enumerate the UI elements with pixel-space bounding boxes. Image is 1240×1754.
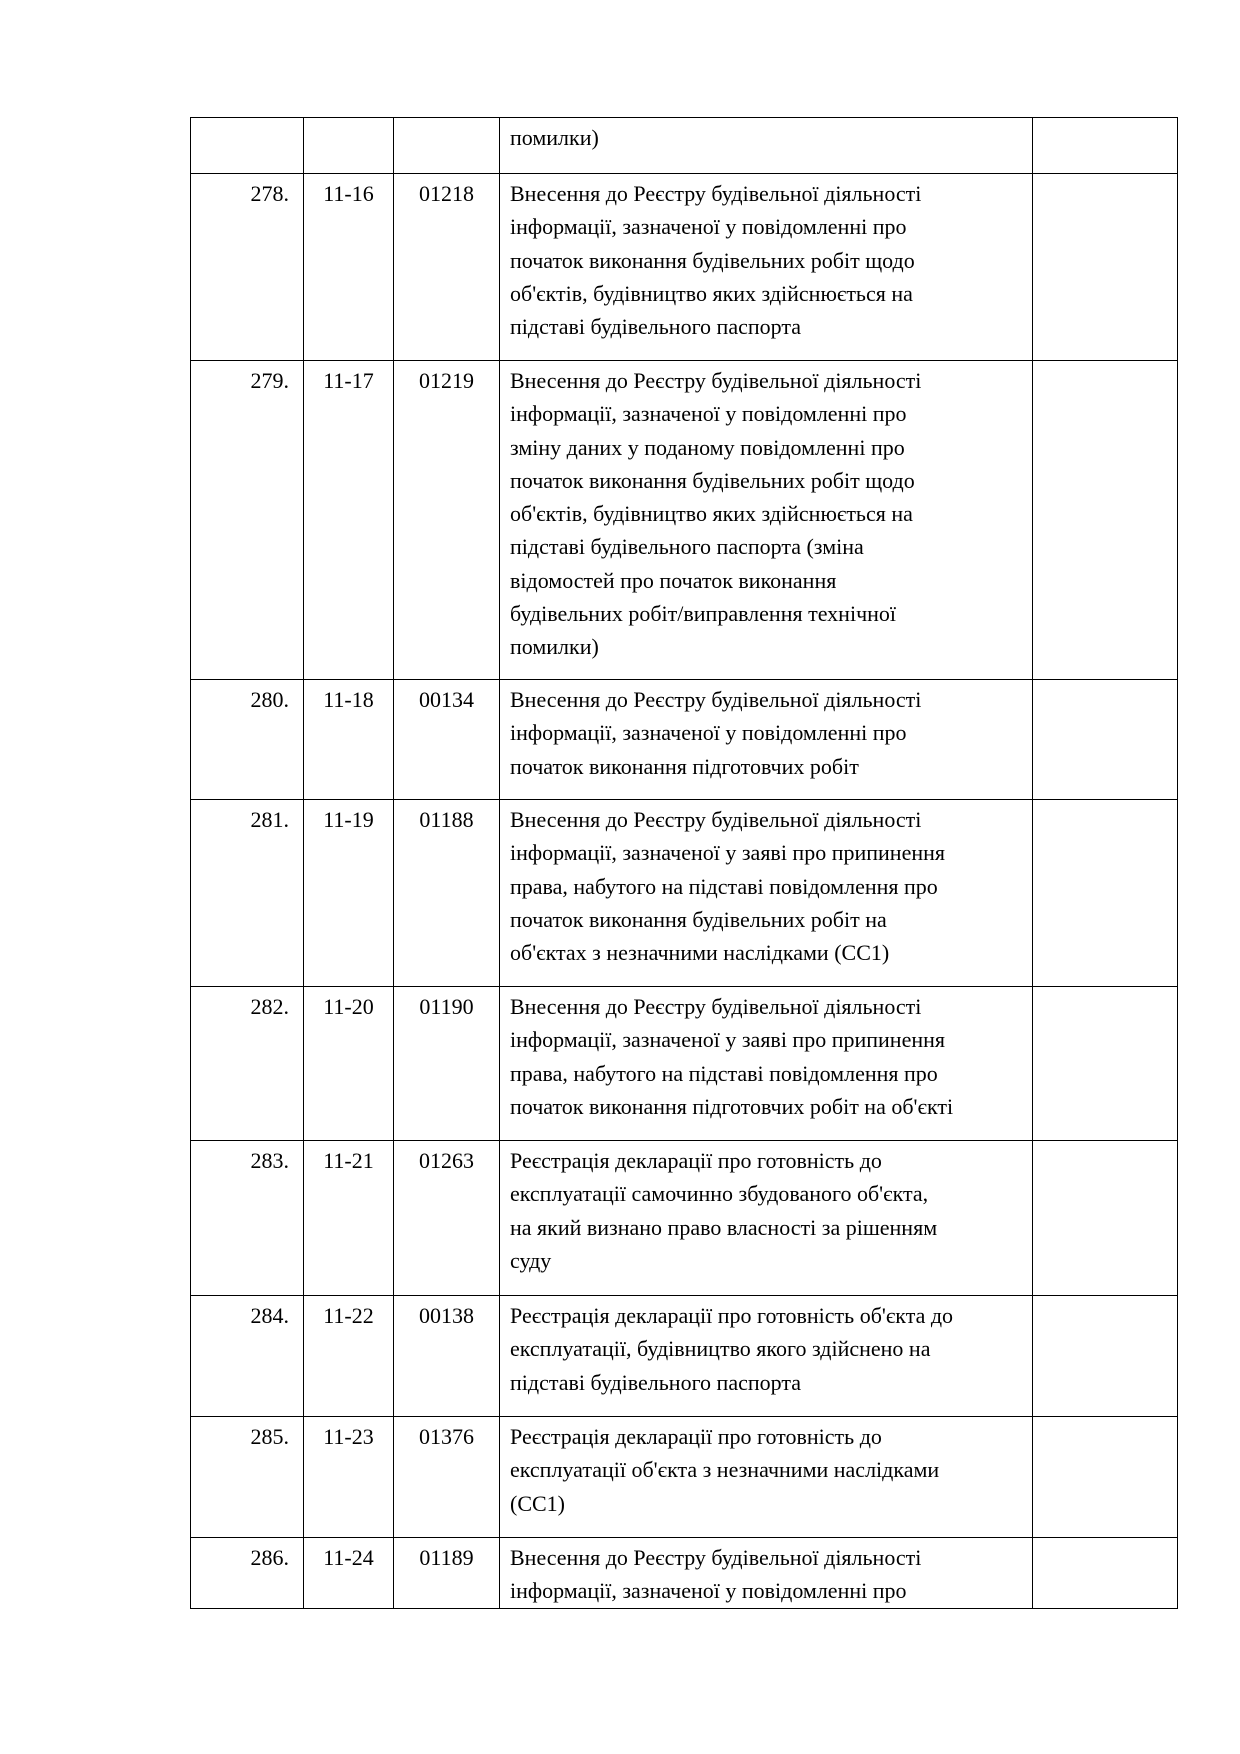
service-description: Реєстрація декларації про готовність до експлуатації об'єкта з незначними наслідками (СС1) xyxy=(500,1417,1033,1538)
service-code: 00134 xyxy=(394,680,500,800)
row-number: 279. xyxy=(191,361,304,680)
service-code: 01376 xyxy=(394,1417,500,1538)
row-number xyxy=(191,118,304,174)
service-description: Внесення до Реєстру будівельної діяльності інформації, зазначеної у повідомленні про зміну даних у поданому повідомленні про початок виконання будівельних робіт щодо об'єктів, будівництво яких здійснюється на підставі будівельного паспорта (зміна відомостей про початок виконання будівельних робіт/виправлення технічної помилки) xyxy=(500,361,1033,680)
row-code: 11-19 xyxy=(304,800,394,987)
service-description: Внесення до Реєстру будівельної діяльності інформації, зазначеної у заяві про припинення права, набутого на підставі повідомлення про початок виконання підготовчих робіт на об'єкті xyxy=(500,987,1033,1141)
row-code: 11-24 xyxy=(304,1538,394,1609)
row-number: 286. xyxy=(191,1538,304,1609)
notes-cell xyxy=(1033,361,1178,680)
service-code: 01263 xyxy=(394,1141,500,1296)
service-description: помилки) xyxy=(500,118,1033,174)
notes-cell xyxy=(1033,1141,1178,1296)
table-row xyxy=(191,1538,1178,1609)
row-number: 283. xyxy=(191,1141,304,1296)
row-number: 278. xyxy=(191,174,304,361)
table-row xyxy=(191,118,1178,174)
service-description: Внесення до Реєстру будівельної діяльності інформації, зазначеної у заяві про припинення права, набутого на підставі повідомлення про початок виконання будівельних робіт на об'єктах з незначними наслідками (СС1) xyxy=(500,800,1033,987)
service-code xyxy=(394,118,500,174)
notes-cell xyxy=(1033,680,1178,800)
service-description: Реєстрація декларації про готовність до експлуатації самочинно збудованого об'єкта, на який визнано право власності за рішенням суду xyxy=(500,1141,1033,1296)
service-code: 01190 xyxy=(394,987,500,1141)
table-row xyxy=(191,174,1178,361)
row-code xyxy=(304,118,394,174)
row-number: 280. xyxy=(191,680,304,800)
table-row xyxy=(191,1417,1178,1538)
table-row xyxy=(191,361,1178,680)
service-description: Внесення до Реєстру будівельної діяльності інформації, зазначеної у повідомленні про початок виконання будівельних робіт щодо об'єктів, будівництво яких здійснюється на підставі будівельного паспорта xyxy=(500,174,1033,361)
notes-cell xyxy=(1033,174,1178,361)
notes-cell xyxy=(1033,118,1178,174)
service-description: Внесення до Реєстру будівельної діяльності інформації, зазначеної у повідомленні про початок виконання підготовчих робіт xyxy=(500,680,1033,800)
row-code: 11-23 xyxy=(304,1417,394,1538)
row-code: 11-16 xyxy=(304,174,394,361)
row-number: 285. xyxy=(191,1417,304,1538)
table-row xyxy=(191,800,1178,987)
service-code: 01188 xyxy=(394,800,500,987)
service-code: 01189 xyxy=(394,1538,500,1609)
row-code: 11-18 xyxy=(304,680,394,800)
notes-cell xyxy=(1033,987,1178,1141)
service-code: 00138 xyxy=(394,1296,500,1417)
notes-cell xyxy=(1033,1538,1178,1609)
service-description: Реєстрація декларації про готовність об'єкта до експлуатації, будівництво якого здійснено на підставі будівельного паспорта xyxy=(500,1296,1033,1417)
row-number: 282. xyxy=(191,987,304,1141)
row-code: 11-22 xyxy=(304,1296,394,1417)
table-row xyxy=(191,680,1178,800)
services-table xyxy=(190,117,1178,1609)
service-description: Внесення до Реєстру будівельної діяльності інформації, зазначеної у повідомленні про xyxy=(500,1538,1033,1609)
table-row xyxy=(191,1141,1178,1296)
row-code: 11-17 xyxy=(304,361,394,680)
notes-cell xyxy=(1033,1417,1178,1538)
notes-cell xyxy=(1033,1296,1178,1417)
row-code: 11-20 xyxy=(304,987,394,1141)
table-row xyxy=(191,1296,1178,1417)
service-code: 01218 xyxy=(394,174,500,361)
notes-cell xyxy=(1033,800,1178,987)
row-code: 11-21 xyxy=(304,1141,394,1296)
row-number: 281. xyxy=(191,800,304,987)
table-row xyxy=(191,987,1178,1141)
row-number: 284. xyxy=(191,1296,304,1417)
service-code: 01219 xyxy=(394,361,500,680)
